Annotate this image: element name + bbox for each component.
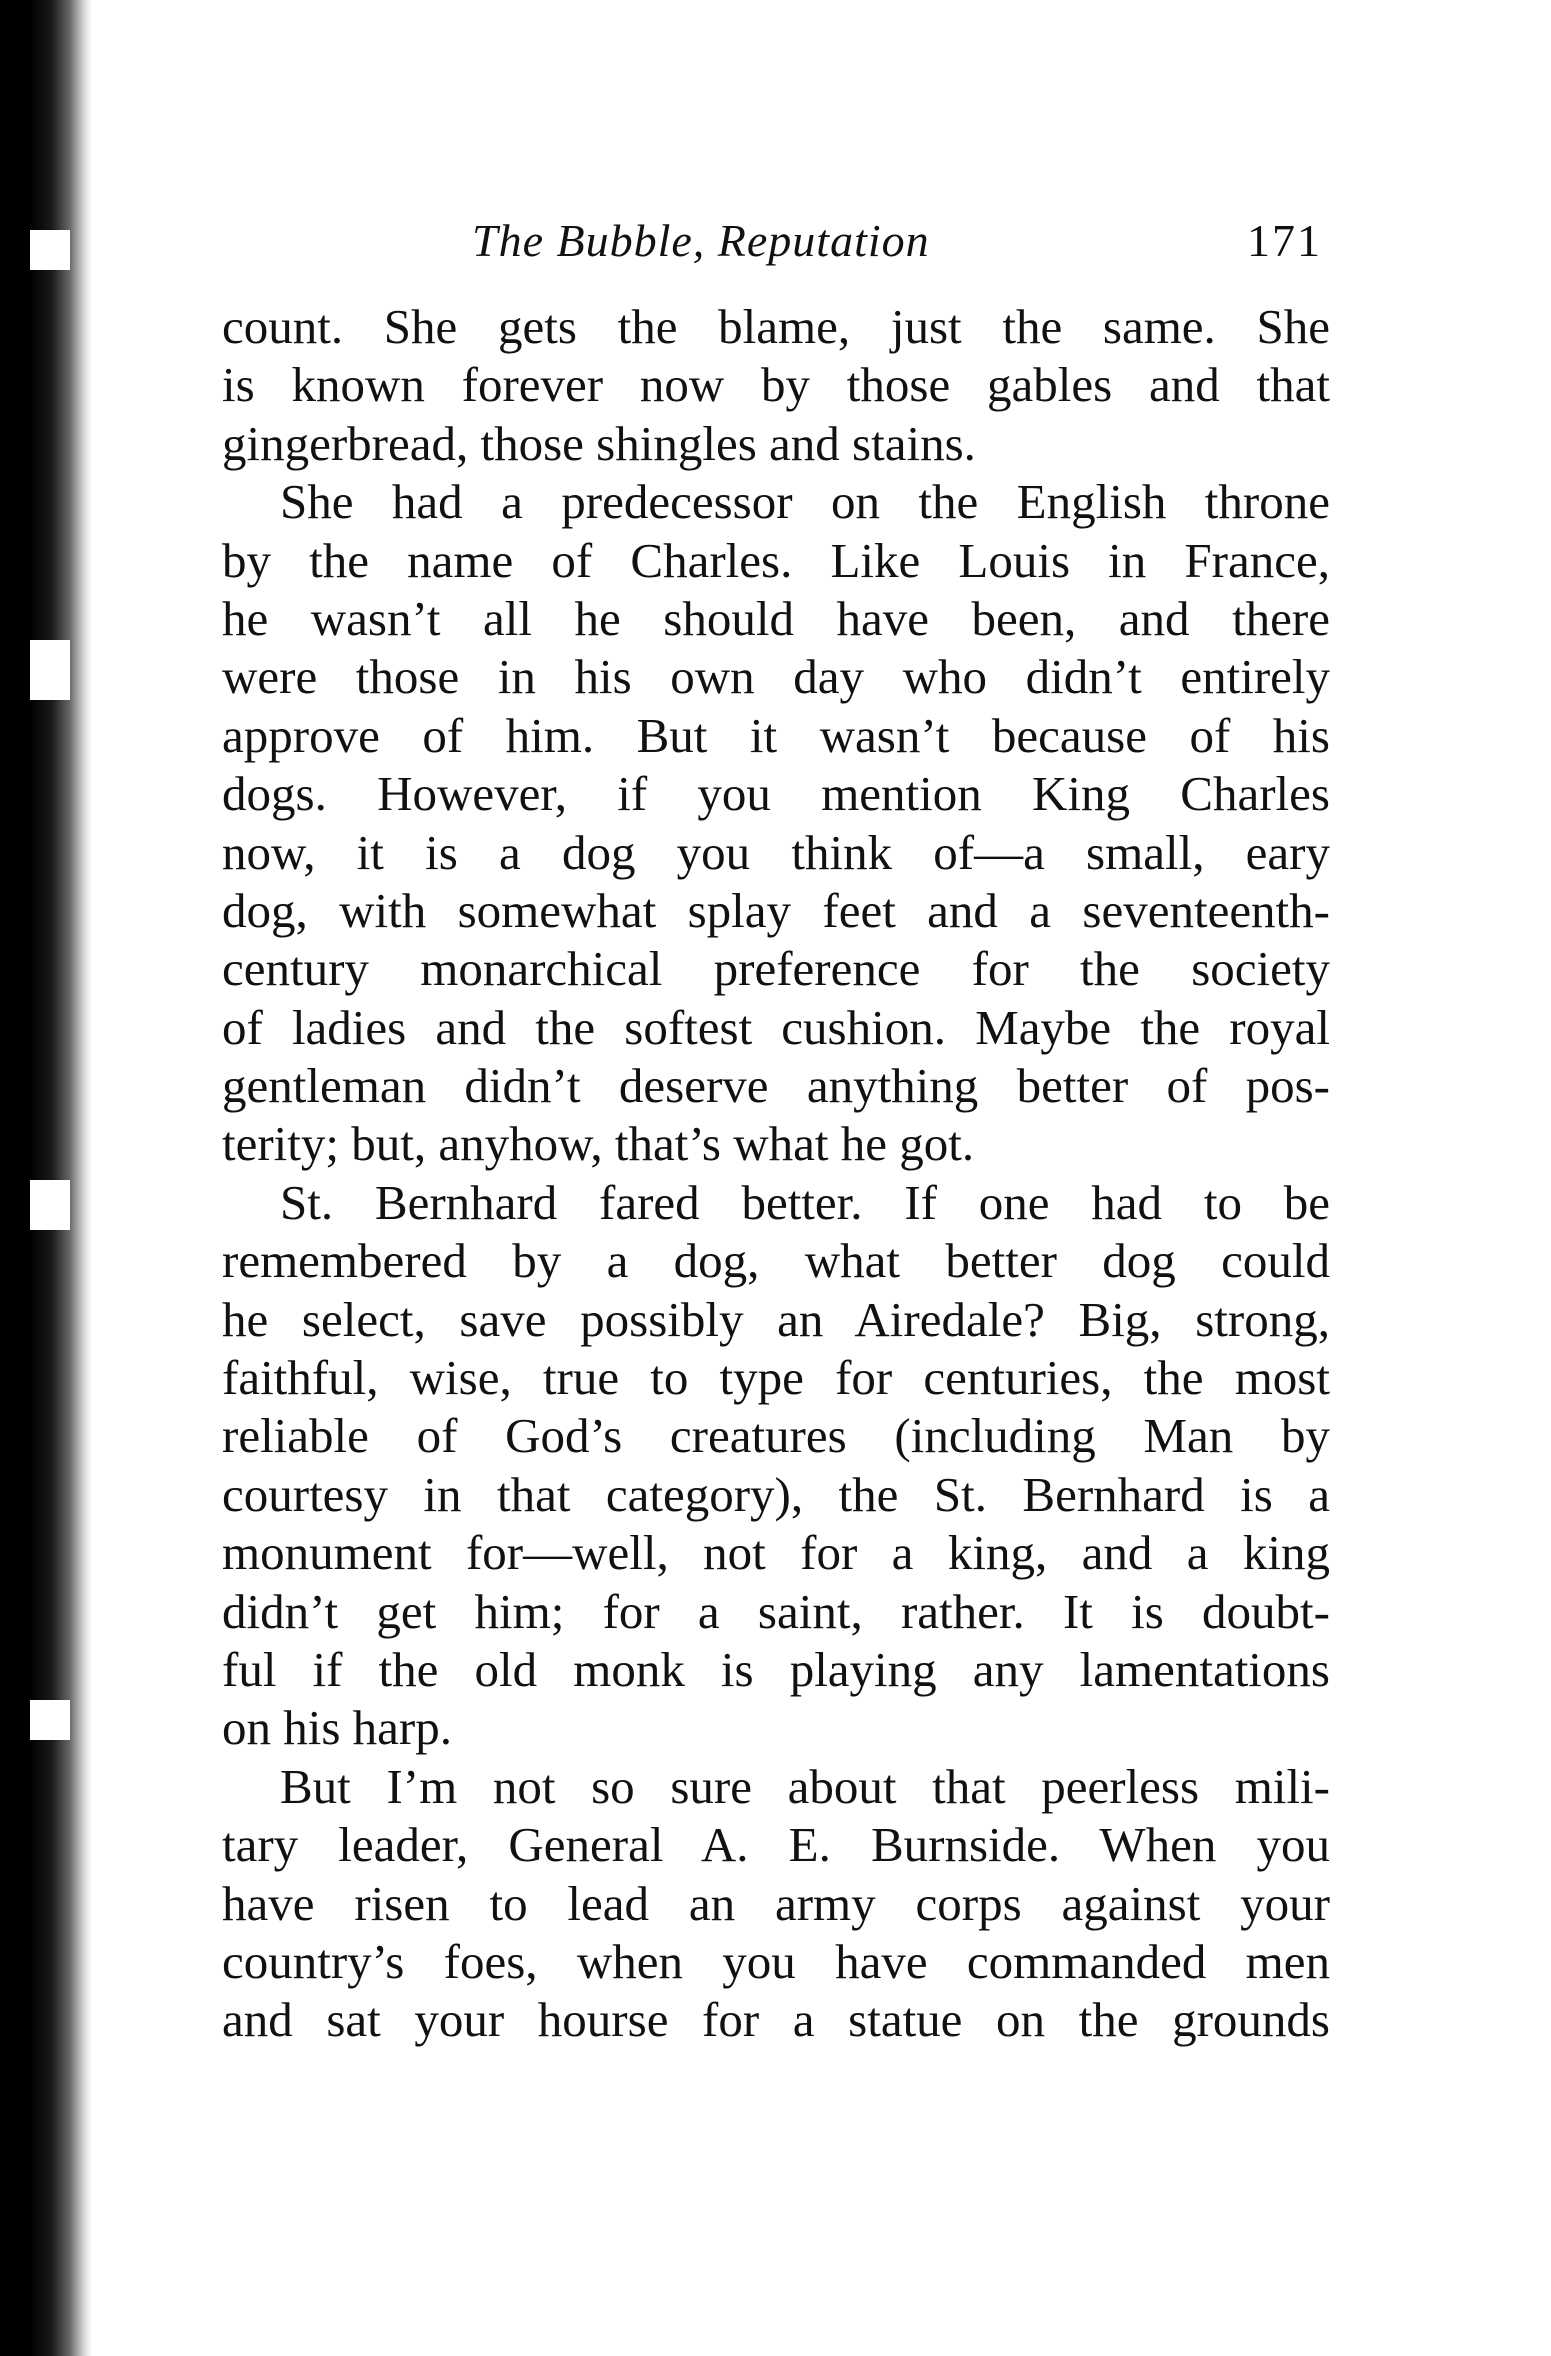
text-line: were those in his own day who didn’t entirely xyxy=(222,649,1330,705)
text-line: and sat your hourse for a statue on the grounds xyxy=(222,1992,1330,2048)
text-line: ful if the old monk is playing any lamentations xyxy=(222,1641,1330,1697)
text-line: he wasn’t all he should have been, and there xyxy=(222,590,1330,646)
text-line: terity; but, anyhow, that’s what he got. xyxy=(222,1116,975,1172)
text-line: count. She gets the blame, just the same. She xyxy=(222,299,1330,354)
text-line: gingerbread, those shingles and stains. xyxy=(222,415,976,471)
page-header xyxy=(222,200,1330,280)
text-line: But I’m not so sure about that peerless mili- xyxy=(280,1758,1330,1814)
text-line: century monarchical preference for the society xyxy=(222,941,1330,997)
text-line: remembered by a dog, what better dog could xyxy=(222,1233,1330,1289)
text-line: he select, save possibly an Airedale? Big, strong, xyxy=(222,1291,1330,1347)
text-line: country’s foes, when you have commanded men xyxy=(222,1933,1330,1989)
running-title: The Bubble, Reputation xyxy=(472,215,930,266)
text-line: monument for—well, not for a king, and a king xyxy=(222,1525,1330,1581)
text-line: St. Bernhard fared better. If one had to be xyxy=(280,1174,1330,1230)
binding-notch xyxy=(30,1180,70,1230)
binding-notch xyxy=(30,640,70,700)
text-line: didn’t get him; for a saint, rather. It is doubt- xyxy=(222,1583,1330,1639)
text-line: now, it is a dog you think of—a small, eary xyxy=(222,824,1330,880)
text-line: dog, with somewhat splay feet and a seventeenth- xyxy=(222,882,1330,938)
text-line: reliable of God’s creatures (including Man by xyxy=(222,1408,1330,1464)
text-line: by the name of Charles. Like Louis in France, xyxy=(222,532,1330,588)
text-line: gentleman didn’t deserve anything better of pos- xyxy=(222,1058,1330,1114)
binding-notch xyxy=(30,230,70,270)
text-line: of ladies and the softest cushion. Maybe the royal xyxy=(222,999,1330,1055)
text-line: have risen to lead an army corps against your xyxy=(222,1875,1330,1931)
text-line: on his harp. xyxy=(222,1700,452,1756)
text-line: She had a predecessor on the English throne xyxy=(280,474,1330,530)
binding-notch xyxy=(30,1700,70,1740)
text-line: approve of him. But it wasn’t because of his xyxy=(222,707,1330,763)
page-number: 171 xyxy=(1247,215,1322,266)
binding-shadow xyxy=(0,0,92,2356)
text-line: courtesy in that category), the St. Bernhard is a xyxy=(222,1466,1330,1522)
text-line: faithful, wise, true to type for centuries, the most xyxy=(222,1350,1330,1406)
text-line: tary leader, General A. E. Burnside. When you xyxy=(222,1817,1330,1873)
body-text xyxy=(222,298,1330,2050)
text-line: is known forever now by those gables and that xyxy=(222,357,1330,413)
text-line: dogs. However, if you mention King Charles xyxy=(222,766,1330,822)
